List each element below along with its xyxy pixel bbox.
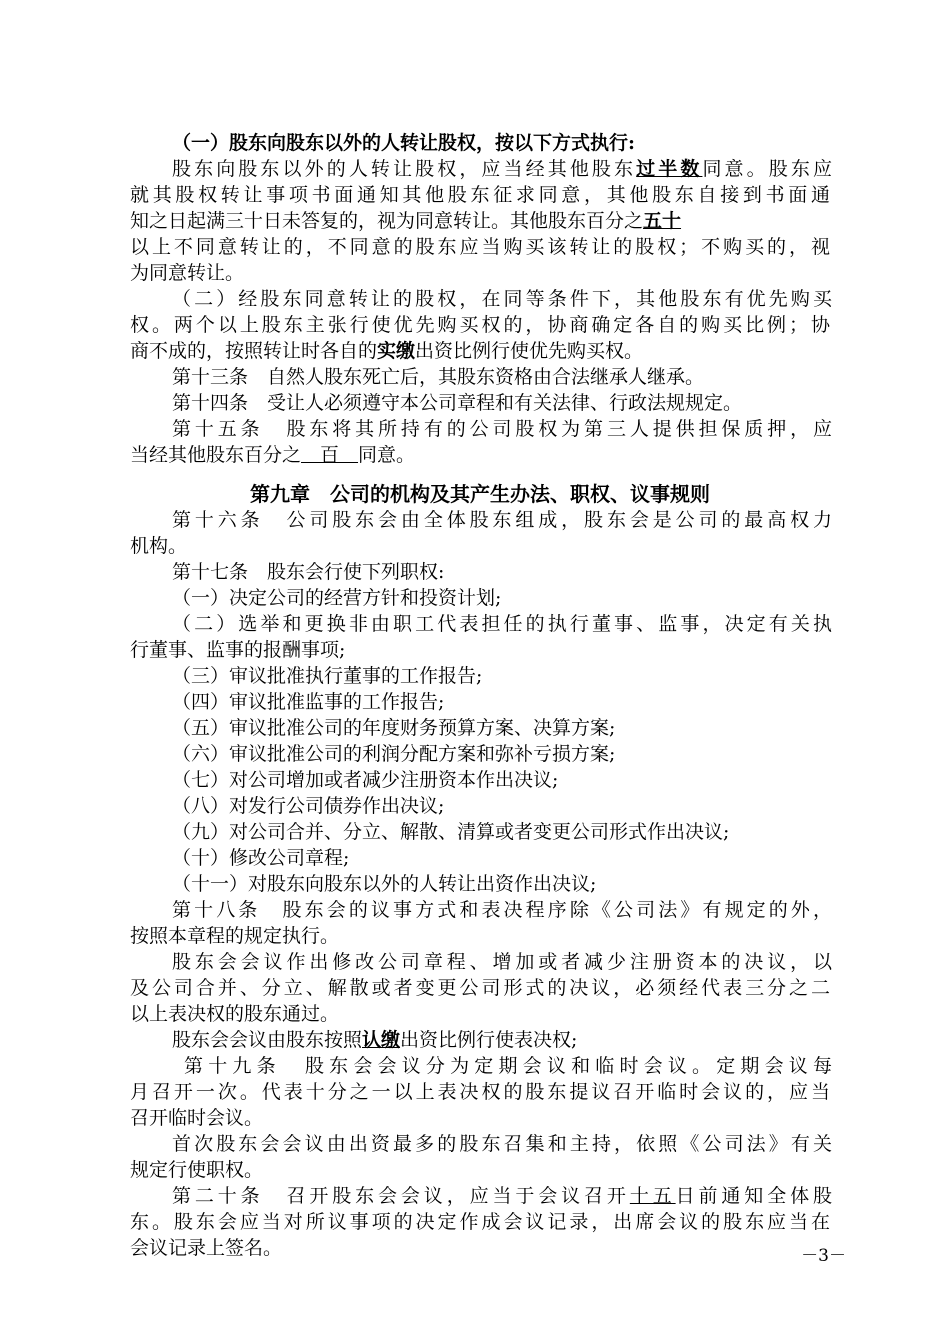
underlined-value: 百 [301, 444, 359, 466]
paragraph-line: 权。两个以上股东主张行使优先购买权的，协商确定各自的购买比例；协 [130, 314, 830, 336]
article-19: 第十九条 股东会会议分为定期会议和临时会议。定期会议每 [184, 1055, 832, 1077]
paragraph-line [130, 441, 830, 471]
emphasis-text: 实缴 [377, 340, 416, 362]
list-item: （五）审议批准公司的年度财务预算方案、决算方案; [172, 717, 616, 739]
paragraph-line: 股东会会议作出修改公司章程、增加或者减少注册资本的决议，以 [172, 951, 832, 973]
list-item: （四）审议批准监事的工作报告; [172, 691, 445, 713]
article-14: 第十四条 受让人必须遵守本公司章程和有关法律、行政法规规定。 [172, 392, 743, 414]
chapter-heading: 第九章 公司的机构及其产生办法、职权、议事规则 [250, 482, 710, 506]
text-run: 同意。 [358, 444, 416, 466]
list-item: （八）对发行公司债券作出决议; [172, 795, 445, 817]
paragraph-line: 首次股东会会议由出资最多的股东召集和主持，依照《公司法》有关 [172, 1133, 832, 1155]
text-run: （二）经股东同意转让的股权，在同等条件下，其他股东有优先购买 [172, 288, 832, 310]
emphasis-text: 认缴 [362, 1029, 401, 1051]
list-item: （二）选举和更换非由职工代表担任的执行董事、监事，决定有关执 [172, 613, 832, 635]
text-run: 第二十条 召开股东会会议，应当于会议召开 [172, 1185, 630, 1207]
text-run: 日前通知全体股 [675, 1185, 832, 1207]
article-13: 第十三条 自然人股东死亡后，其股东资格由合法继承人继承。 [172, 366, 705, 388]
emphasis-text: 过半数 [636, 158, 703, 180]
text-run: 出资比例行使表决权; [400, 1029, 578, 1051]
text-run: 出资比例行使优先购买权。 [415, 340, 644, 362]
page-number: －3－ [801, 1246, 846, 1266]
paragraph-line: 就其股权转让事项书面通知其他股东征求同意，其他股东自接到书面通 [130, 184, 830, 206]
paragraph-line: 按照本章程的规定执行。 [130, 925, 340, 947]
list-item: （九）对公司合并、分立、解散、清算或者变更公司形式作出决议; [172, 821, 730, 843]
paragraph-line: 机构。 [130, 535, 188, 557]
list-item: （一）决定公司的经营方针和投资计划; [172, 587, 502, 609]
text-run: 同意。股东应 [702, 158, 832, 180]
list-item: （三）审议批准执行董事的工作报告; [172, 665, 483, 687]
paragraph-line: 会议记录上签名。 [130, 1237, 283, 1259]
text-run: 当经其他股东百分之 [130, 444, 302, 466]
underlined-value: 十五 [629, 1185, 676, 1207]
clause-text: （一）股东向股东以外的人转让股权，按以下方式执行: [172, 132, 636, 154]
text-run: 股东会会议由股东按照 [172, 1029, 363, 1051]
list-item: （十）修改公司章程; [172, 847, 350, 869]
article-16: 第十六条 公司股东会由全体股东组成，股东会是公司的最高权力 [172, 509, 832, 531]
text-run: 商不成的，按照转让时各自的 [130, 340, 378, 362]
list-item: （六）审议批准公司的利润分配方案和弥补亏损方案; [172, 743, 616, 765]
text-run: 知之日起满三十日未答复的，视为同意转让。其他股东百分之 [130, 210, 644, 232]
emphasis-text: 五十 [643, 210, 682, 232]
paragraph-line: 规定行使职权。 [130, 1159, 264, 1181]
paragraph-line: 以上不同意转让的，不同意的股东应当购买该转让的股权；不购买的，视 [130, 236, 830, 258]
paragraph-line: 召开临时会议。 [130, 1107, 264, 1129]
article-17: 第十七条 股东会行使下列职权: [172, 561, 445, 583]
paragraph-line: 以上表决权的股东通过。 [130, 1003, 340, 1025]
paragraph-line: 及公司合并、分立、解散或者变更公司形式的决议，必须经代表三分之二 [130, 977, 830, 999]
list-item: （七）对公司增加或者减少注册资本作出决议; [172, 769, 559, 791]
paragraph-line: 月召开一次。代表十分之一以上表决权的股东提议召开临时会议的，应当 [130, 1081, 830, 1103]
text-run: 股东向股东以外的人转让股权，应当经其他股东 [172, 158, 637, 180]
paragraph-line: 东。股东会应当对所议事项的决定作成会议记录，出席会议的股东应当在 [130, 1211, 830, 1233]
paragraph-line: 为同意转让。 [130, 262, 245, 284]
paragraph-line: 行董事、监事的报酬事项; [130, 639, 346, 661]
list-item: （十一）对股东向股东以外的人转让出资作出决议; [172, 873, 597, 895]
article-15: 第十五条 股东将其所持有的公司股权为第三人提供担保质押，应 [172, 418, 832, 440]
article-18: 第十八条 股东会的议事方式和表决程序除《公司法》有规定的外， [172, 899, 832, 921]
